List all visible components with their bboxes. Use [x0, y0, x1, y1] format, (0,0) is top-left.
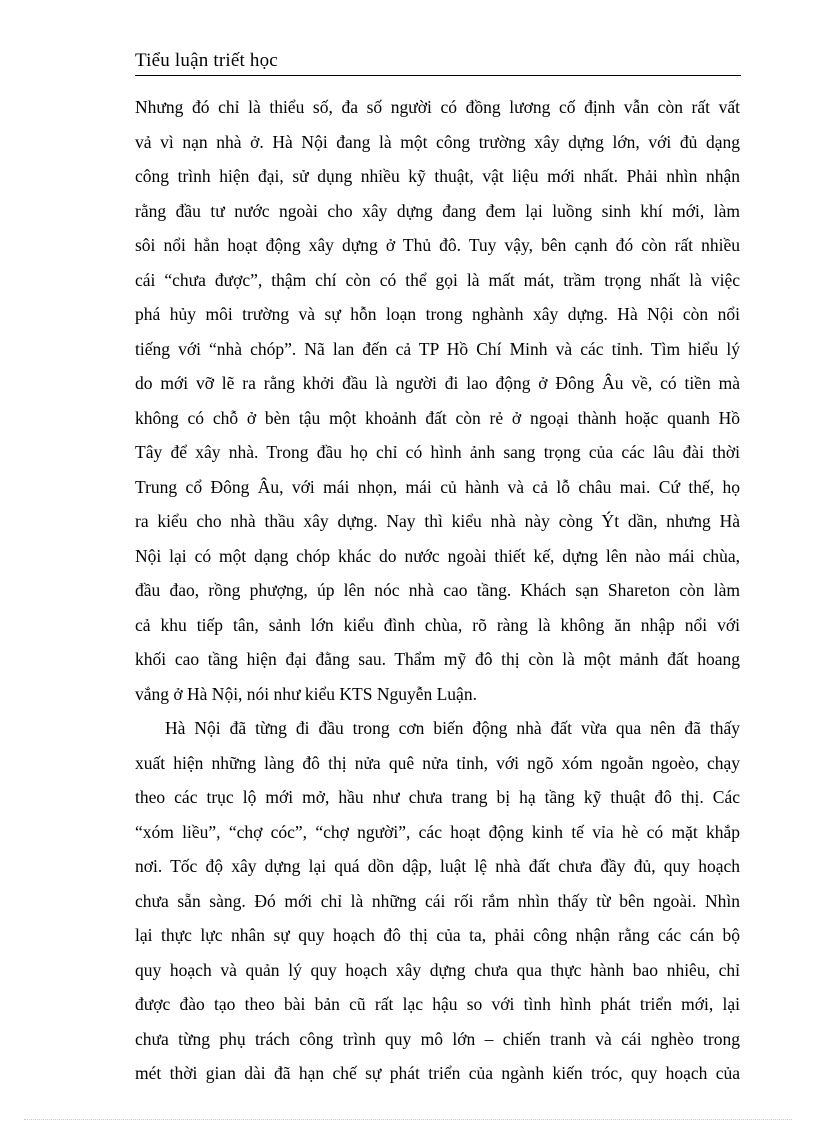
text-line: công trình hiện đại, sử dụng nhiều kỹ thuật, vật liệu mới nhất. Phải nhìn nhận: [135, 166, 740, 186]
page-header: [135, 47, 741, 76]
text-line: đầu đao, rồng phượng, úp lên nóc nhà cao tầng. Khách sạn Shareton còn làm: [135, 580, 740, 600]
text-line: rằng đầu tư nước ngoài cho xây dựng đang đem lại luồng sinh khí mới, làm: [135, 200, 740, 221]
text-line: Nhưng đó chỉ là thiểu số, đa số người có đồng lương cố định vẫn còn rất vất: [135, 97, 740, 117]
text-line: “xóm liều”, “chợ cóc”, “chợ người”, các hoạt động kinh tế vỉa hè có mặt khắp: [135, 821, 740, 842]
text-line: ra kiểu cho nhà thầu xây dựng. Nay thì kiểu nhà này còng Ýt dần, nhưng Hà: [135, 511, 740, 531]
text-line: quy hoạch và quản lý quy hoạch xây dựng chưa qua thực hành bao nhiêu, chỉ: [135, 959, 740, 980]
text-line: Nội lại có một dạng chóp khác do nước ngoài thiết kế, dựng lên nào mái chùa,: [135, 545, 740, 566]
text-line: Tây để xây nhà. Trong đầu họ chỉ có hình ảnh sang trọng của các lâu đài thời: [135, 442, 740, 462]
document-body: [135, 90, 740, 1091]
document-title: Tiểu luận triết học: [135, 50, 278, 71]
text-line: phá hủy môi trường và sự hỗn loạn trong nghành xây dựng. Hà Nội còn nổi: [135, 304, 740, 324]
page-footer-divider: [24, 1119, 792, 1120]
text-line: vả vì nạn nhà ở. Hà Nội đang là một công trường xây dựng lớn, với đủ dạng: [135, 131, 740, 152]
text-line: nơi. Tốc độ xây dựng lại quá dồn dập, luật lệ nhà đất chưa đầy đủ, quy hoạch: [135, 856, 740, 876]
text-line: cái “chưa được”, thậm chí còn có thể gọi là mất mát, trầm trọng nhất là việc: [135, 269, 740, 290]
text-line: Hà Nội đã từng đi đầu trong cơn biến động nhà đất vừa qua nên đã thấy: [165, 718, 740, 738]
text-line: vắng ở Hà Nội, nói như kiểu KTS Nguyễn Luận.: [135, 683, 477, 704]
text-line: được đào tạo theo bài bản cũ rất lạc hậu so với tình hình phát triển mới, lại: [135, 994, 740, 1014]
text-line: lại thực lực nhân sự quy hoạch đô thị của ta, phải công nhận rằng các cán bộ: [135, 925, 740, 945]
text-line: xuất hiện những làng đô thị nửa quê nửa tỉnh, với ngõ xóm ngoằn ngoèo, chạy: [135, 752, 740, 773]
paragraph-2: [135, 711, 740, 1091]
text-line: chưa từng phụ trách công trình quy mô lớn – chiến tranh và cái nghèo trong: [135, 1028, 740, 1049]
text-line: do mới vỡ lẽ ra rằng khởi đầu là người đi lao động ở Đông Âu về, có tiền mà: [135, 373, 740, 393]
text-line: sôi nổi hẳn hoạt động xây dựng ở Thủ đô. Tuy vậy, bên cạnh đó còn rất nhiều: [135, 235, 740, 255]
text-line: theo các trục lộ mới mở, hầu như chưa trang bị hạ tầng kỹ thuật đô thị. Các: [135, 787, 740, 807]
paragraph-1: [135, 90, 740, 711]
text-line: mét thời gian dài đã hạn chế sự phát triển của ngành kiến tróc, quy hoạch của: [135, 1063, 740, 1083]
text-line: khối cao tầng hiện đại đằng sau. Thẩm mỹ đô thị còn là một mảnh đất hoang: [135, 649, 740, 669]
text-line: chưa sẵn sàng. Đó mới chỉ là những cái rối rắm nhìn thấy từ bên ngoài. Nhìn: [135, 890, 740, 911]
text-line: cả khu tiếp tân, sảnh lớn kiểu đình chùa, rõ ràng là không ăn nhập nổi với: [135, 614, 740, 635]
text-line: không có chỗ ở bèn tậu một khoảnh đất còn rẻ ở ngoại thành hoặc quanh Hồ: [135, 407, 740, 428]
text-line: tiếng với “nhà chóp”. Nã lan đến cả TP Hồ Chí Minh và các tỉnh. Tìm hiểu lý: [135, 338, 740, 359]
text-line: Trung cổ Đông Âu, với mái nhọn, mái củ hành và cả lỗ châu mai. Cứ thế, họ: [135, 476, 740, 497]
